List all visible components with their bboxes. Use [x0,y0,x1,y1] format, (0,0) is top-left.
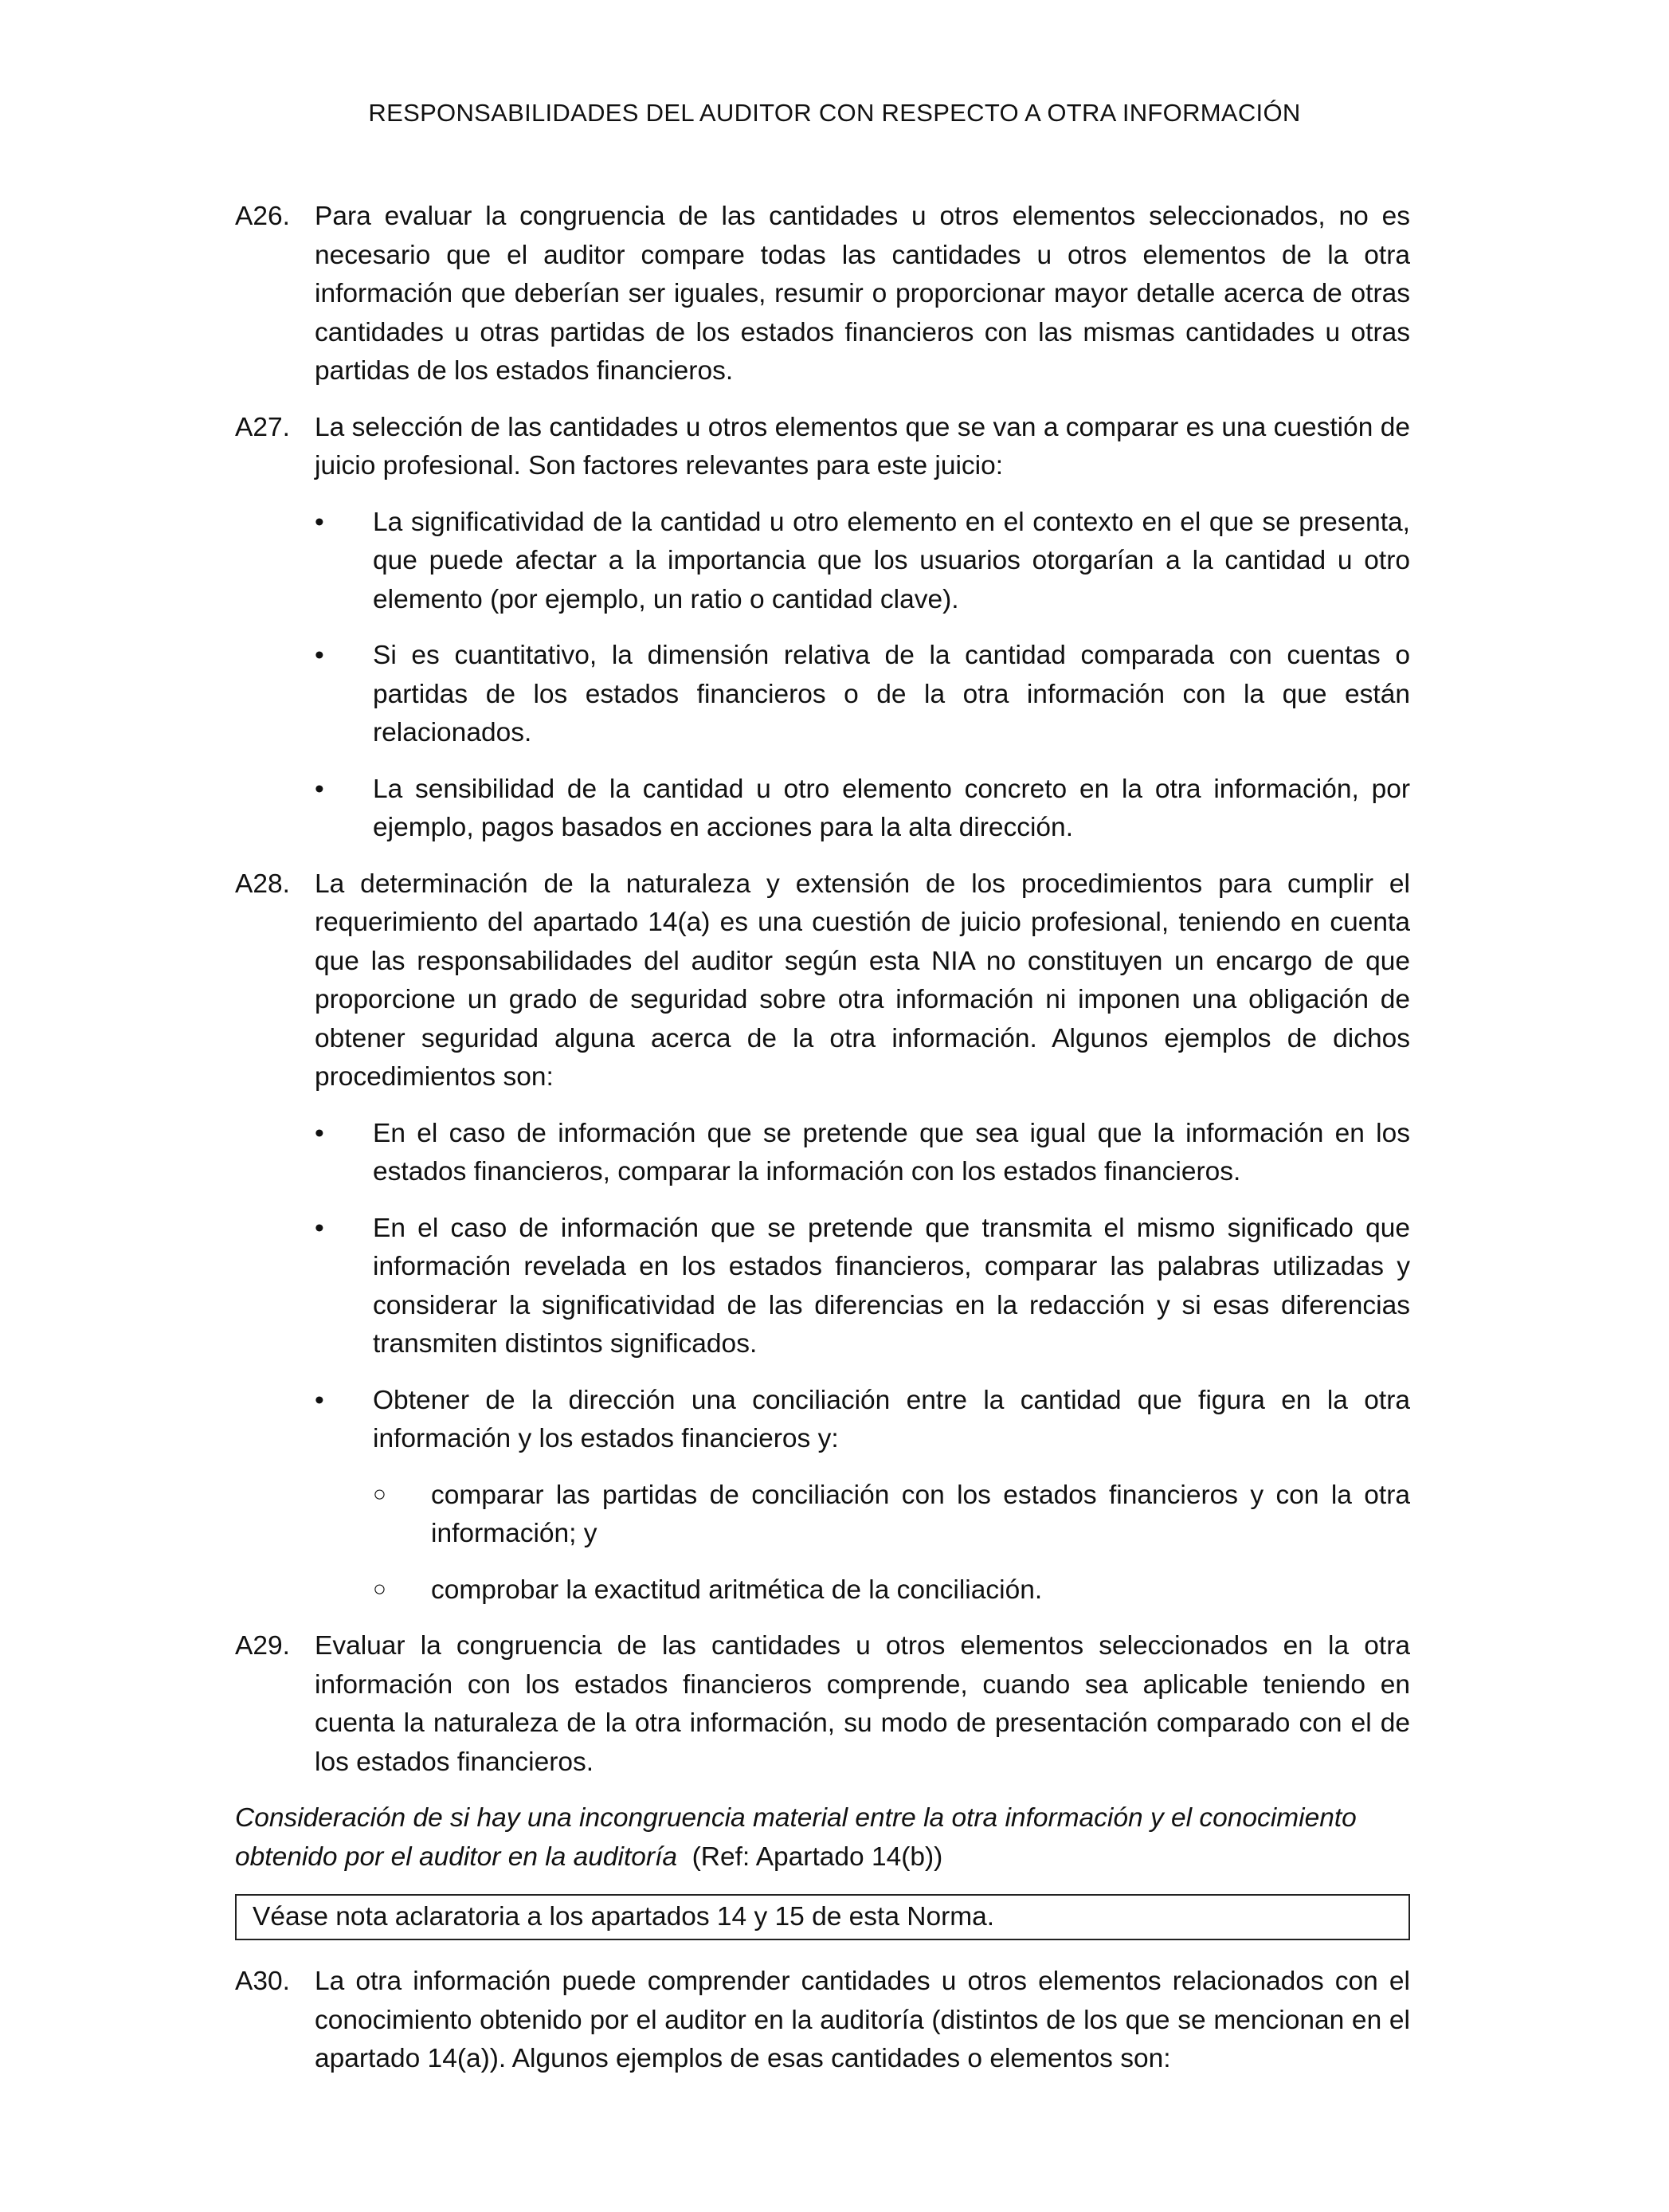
bullet-icon: • [315,1385,324,1415]
list-item [315,504,1410,620]
paragraph-number: A27. [235,412,290,442]
bullet-list [315,1115,1410,1610]
paragraph-a28 [235,865,1410,1610]
list-item-text: En el caso de información que se pretende que transmita el mismo significado que información revelada en los estados financieros, comparar las palabras utilizadas y considerar la significatividad de las diferencias en la redacción y si esas diferencias transmiten distintos significados. [373,1213,1410,1359]
list-item [315,1115,1410,1192]
hollow-circle-bullet-icon: ○ [373,1575,386,1601]
paragraph-text: Para evaluar la congruencia de las cantidades u otros elementos seleccionados, no es necesario que el auditor compare todas las cantidades u otros elementos de la otra información que deberían ser iguales, resumir o proporcionar mayor detalle acerca de otras cantidades u otras partidas de los estados financieros con las mismas cantidades u otras partidas de los estados financieros. [315,202,1410,386]
sub-list-item-text: comparar las partidas de conciliación con los estados financieros y con la otra información; y [431,1480,1410,1548]
section-heading [235,1799,1410,1877]
document-body [235,198,1410,2096]
bullet-list [315,504,1410,848]
paragraph-number: A30. [235,1967,290,1996]
sub-list-item-text: comprobar la exactitud aritmética de la conciliación. [431,1575,1043,1605]
paragraph-text: Evaluar la congruencia de las cantidades u otros elementos seleccionados en la otra información con los estados financieros comprende, cuando sea aplicable teniendo en cuenta la naturaleza de la otra información, su modo de presentación comparado con el de los estados financieros. [315,1631,1410,1777]
sub-list-item [373,1477,1410,1554]
sub-list-item [373,1571,1410,1610]
running-header: RESPONSABILIDADES DEL AUDITOR CON RESPECTO A OTRA INFORMACIÓN [368,99,1301,127]
paragraph-a27 [235,409,1410,848]
bullet-icon: • [315,774,324,804]
list-item-text: En el caso de información que se pretende que sea igual que la información en los estados financieros, comparar la información con los estados financieros. [373,1118,1410,1186]
paragraph-text: La selección de las cantidades u otros elementos que se van a comparar es una cuestión de juicio profesional. Son factores relevantes para este juicio: [315,412,1410,480]
bullet-icon: • [315,641,324,670]
bullet-icon: • [315,1213,324,1243]
section-heading-ref: (Ref: Apartado 14(b)) [691,1841,943,1872]
list-item-text: Si es cuantitativo, la dimensión relativa de la cantidad comparada con cuentas o partidas de los estados financieros o de la otra información con la que están relacionados. [373,641,1410,747]
section-heading-text: Consideración de si hay una incongruencia material entre la otra información y el conocimiento obtenido por el auditor en la auditoría [235,1803,1357,1872]
bullet-icon: • [315,507,324,537]
list-item [315,637,1410,753]
paragraph-number: A29. [235,1631,290,1661]
hollow-circle-bullet-icon: ○ [373,1481,386,1506]
sub-bullet-list [373,1477,1410,1610]
paragraph-text: La determinación de la naturaleza y extensión de los procedimientos para cumplir el requerimiento del apartado 14(a) es una cuestión de juicio profesional, teniendo en cuenta que las responsabilidades del auditor según esta NIA no constituyen un encargo de que proporcione un grado de seguridad sobre otra información ni imponen una obligación de obtener seguridad alguna acerca de la otra información. Algunos ejemplos de dichos procedimientos son: [315,869,1410,1092]
note-box: Véase nota aclaratoria a los apartados 14 y 15 de esta Norma. [235,1894,1410,1940]
paragraph-a29 [235,1627,1410,1782]
paragraph-a26 [235,198,1410,391]
paragraph-a30 [235,1963,1410,2079]
bullet-icon: • [315,1118,324,1148]
paragraph-number: A26. [235,202,290,231]
paragraph-number: A28. [235,869,290,899]
paragraph-text: La otra información puede comprender cantidades u otros elementos relacionados con el conocimiento obtenido por el auditor en la auditoría (distintos de los que se mencionan en el apartado 14(a)). Algunos ejemplos de esas cantidades o elementos son: [315,1967,1410,2073]
list-item-text: Obtener de la dirección una conciliación entre la cantidad que figura en la otra información y los estados financieros y: [373,1385,1410,1453]
list-item [315,1382,1410,1610]
list-item-text: La significatividad de la cantidad u otro elemento en el contexto en el que se presenta, que puede afectar a la importancia que los usuarios otorgarían a la cantidad u otro elemento (por ejemplo, un ratio o cantidad clave). [373,507,1410,614]
list-item [315,771,1410,848]
list-item-text: La sensibilidad de la cantidad u otro elemento concreto en la otra información, por ejemplo, pagos basados en acciones para la alta dirección. [373,774,1410,842]
list-item [315,1210,1410,1364]
